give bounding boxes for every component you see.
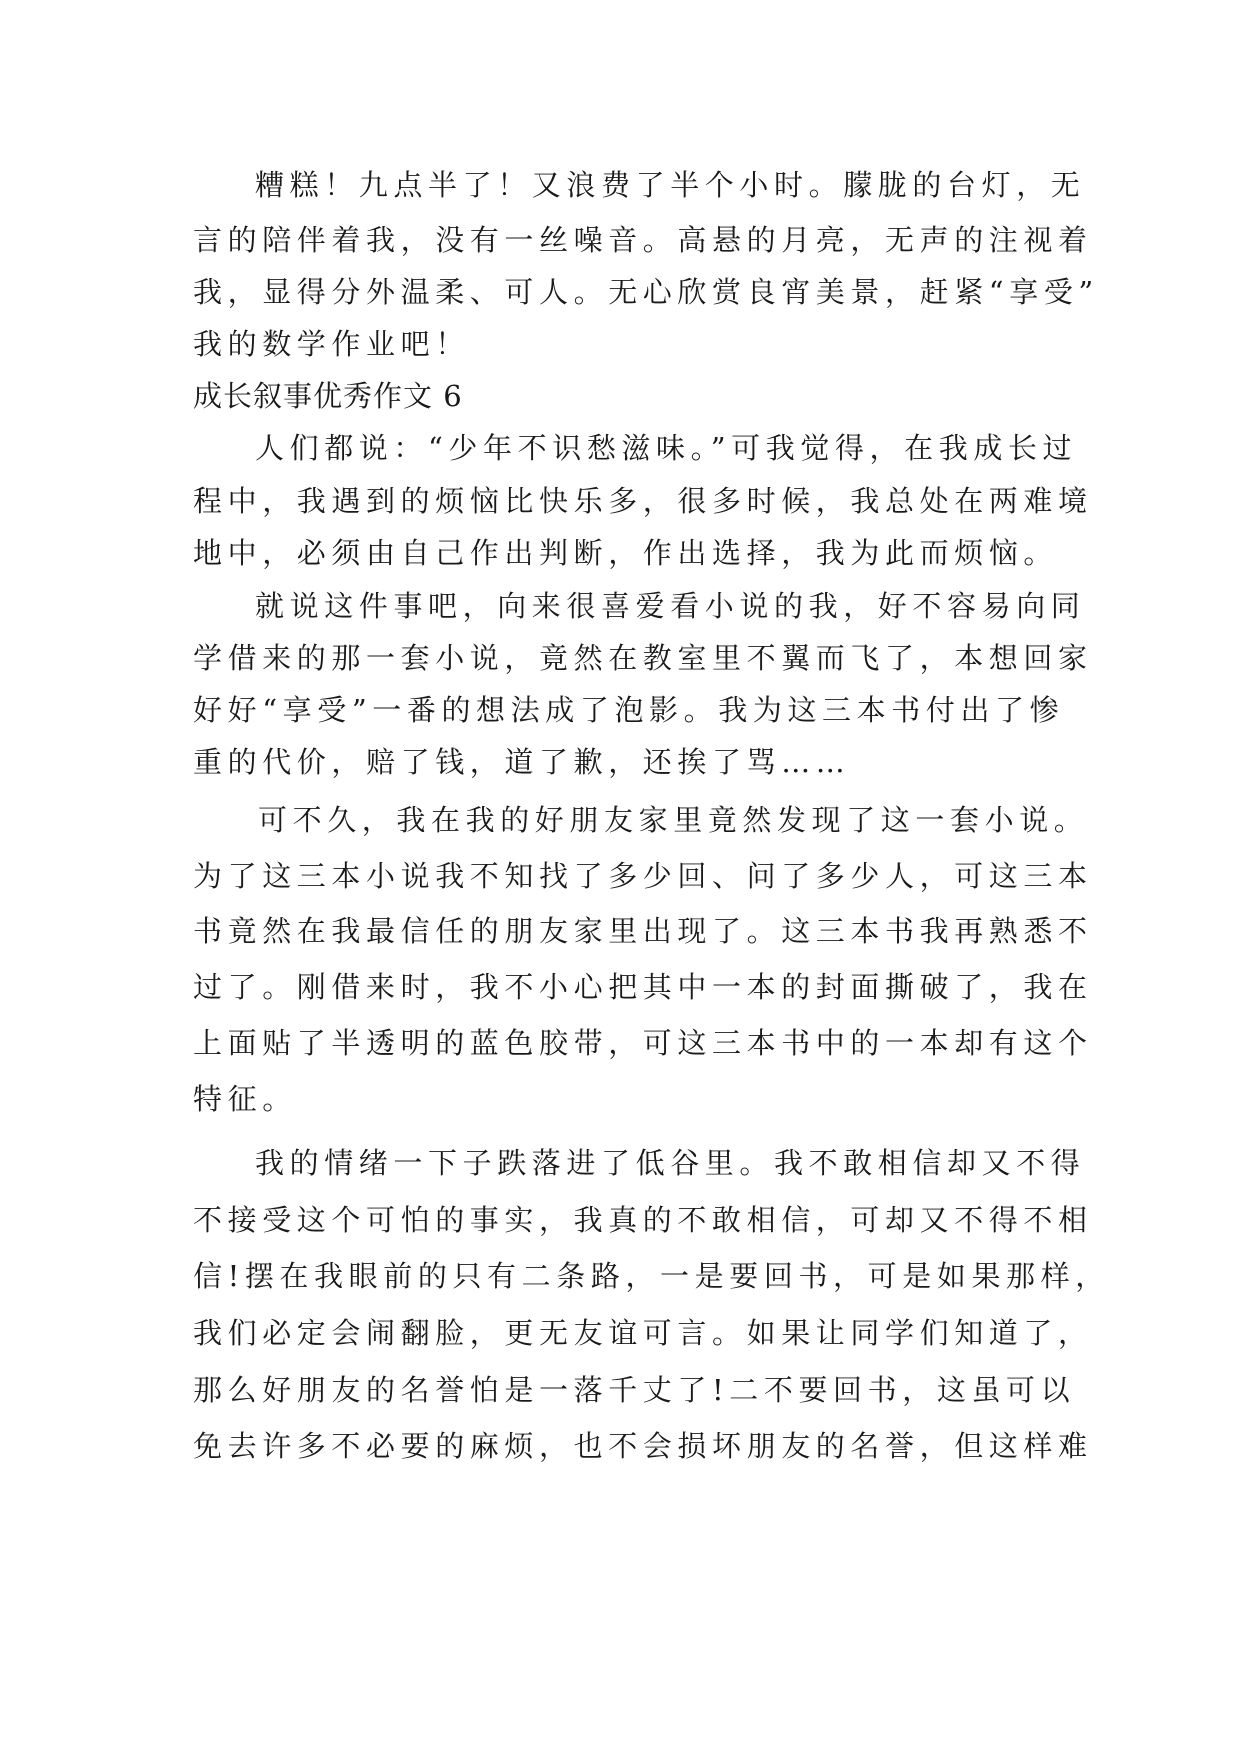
text-line: 那么好朋友的名誉怕是一落千丈了!二不要回书，这虽可以: [193, 1373, 1076, 1407]
text-line: 不接受这个可怕的事实，我真的不敢相信，可却又不得不相: [193, 1203, 1093, 1237]
text-line: 重的代价，赔了钱，道了歉，还挨了骂……: [193, 745, 851, 779]
text-line: 上面贴了半透明的蓝色胶带，可这三本书中的一本却有这个: [193, 1026, 1093, 1060]
text-line: 糟糕！九点半了！又浪费了半个小时。朦胧的台灯，无: [255, 168, 1086, 202]
text-line: 特征。: [193, 1082, 297, 1116]
text-line: 学借来的那一套小说，竟然在教室里不翼而飞了，本想回家: [193, 641, 1093, 675]
text-line: 可不久，我在我的好朋友家里竟然发现了这一套小说。: [258, 803, 1089, 837]
text-line: 地中，必须由自己作出判断，作出选择，我为此而烦恼。: [193, 536, 1059, 570]
text-line: 就说这件事吧，向来很喜爱看小说的我，好不容易向同: [255, 589, 1086, 623]
text-line: 我，显得分外温柔、可人。无心欣赏良宵美景，赶紧“享受”: [193, 275, 1099, 309]
text-line: 人们都说：“少年不识愁滋味。”可我觉得，在我成长过: [255, 431, 1078, 465]
text-line: 言的陪伴着我，没有一丝噪音。高悬的月亮，无声的注视着: [193, 223, 1093, 257]
text-line: 免去许多不必要的麻烦，也不会损坏朋友的名誉，但这样难: [193, 1429, 1093, 1463]
text-line: 我们必定会闹翻脸，更无友谊可言。如果让同学们知道了，: [193, 1316, 1093, 1350]
section-heading: 成长叙事优秀作文 6: [193, 379, 463, 413]
text-line: 书竟然在我最信任的朋友家里出现了。这三本书我再熟悉不: [193, 914, 1093, 948]
text-line: 信!摆在我眼前的只有二条路，一是要回书，可是如果那样，: [193, 1259, 1110, 1293]
text-line: 为了这三本小说我不知找了多少回、问了多少人，可这三本: [193, 859, 1093, 893]
text-line: 我的数学作业吧！: [193, 327, 470, 361]
text-line: 过了。刚借来时，我不小心把其中一本的封面撕破了，我在: [193, 970, 1093, 1004]
text-line: 程中，我遇到的烦恼比快乐多，很多时候，我总处在两难境: [193, 484, 1093, 518]
text-line: 好好“享受”一番的想法成了泡影。我为这三本书付出了惨: [193, 693, 1065, 727]
text-line: 我的情绪一下子跌落进了低谷里。我不敢相信却又不得: [255, 1146, 1086, 1180]
